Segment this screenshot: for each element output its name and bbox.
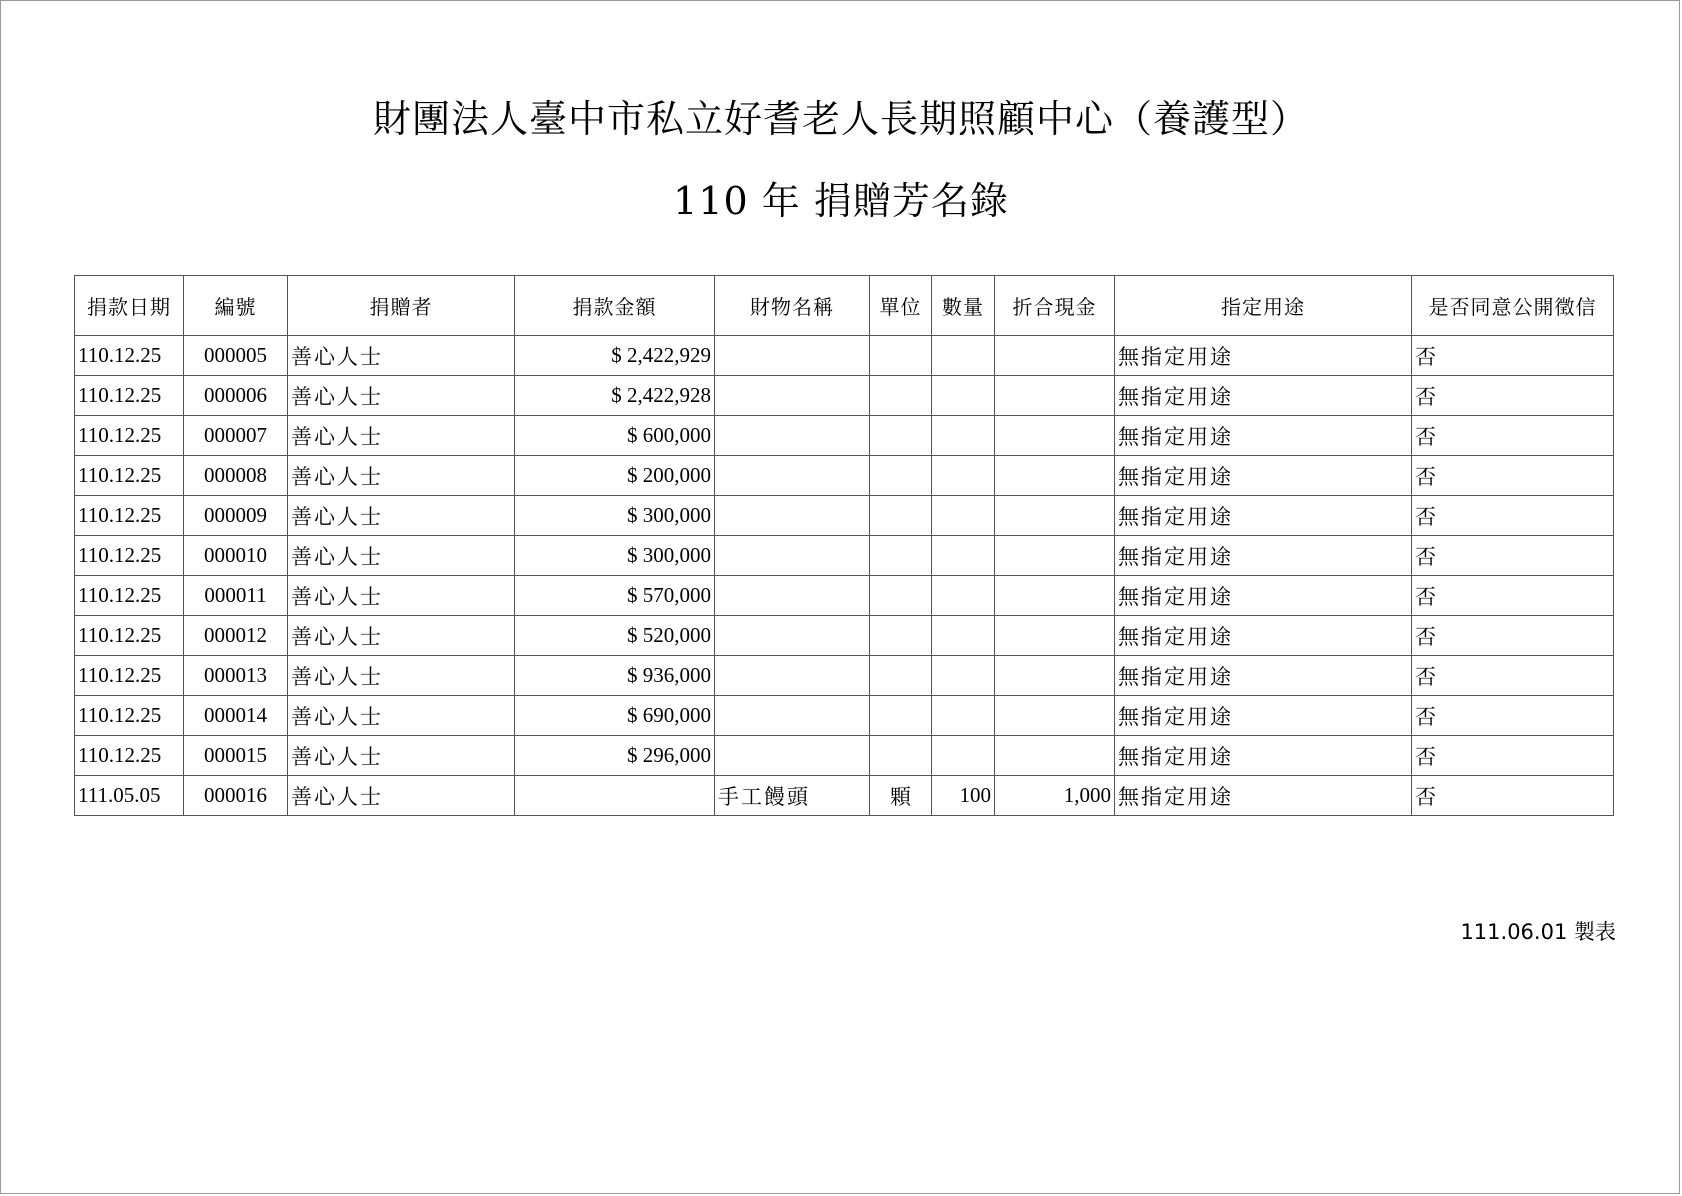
cell-donor: 善心人士 xyxy=(288,496,515,536)
cell-item-name xyxy=(715,496,870,536)
cell-quantity xyxy=(932,696,995,736)
cell-unit xyxy=(870,736,932,776)
table-header-row xyxy=(75,276,1614,336)
cell-public-consent: 否 xyxy=(1412,656,1614,696)
cell-number: 000011 xyxy=(184,576,288,616)
cell-quantity xyxy=(932,536,995,576)
cell-public-consent: 否 xyxy=(1412,576,1614,616)
cell-number: 000013 xyxy=(184,656,288,696)
cell-public-consent: 否 xyxy=(1412,456,1614,496)
cell-item-name xyxy=(715,376,870,416)
cell-item-name xyxy=(715,696,870,736)
cell-amount: $ 2,422,928 xyxy=(515,376,715,416)
cell-amount: $ 936,000 xyxy=(515,656,715,696)
cell-date: 110.12.25 xyxy=(75,736,184,776)
header-purpose: 指定用途 xyxy=(1115,276,1412,336)
cell-cash-equivalent xyxy=(995,416,1115,456)
cell-cash-equivalent xyxy=(995,696,1115,736)
header-cash-equivalent: 折合現金 xyxy=(995,276,1115,336)
cell-purpose: 無指定用途 xyxy=(1115,776,1412,816)
cell-purpose: 無指定用途 xyxy=(1115,416,1412,456)
cell-public-consent: 否 xyxy=(1412,336,1614,376)
cell-public-consent: 否 xyxy=(1412,536,1614,576)
cell-date: 110.12.25 xyxy=(75,376,184,416)
header-date: 捐款日期 xyxy=(75,276,184,336)
header-amount: 捐款金額 xyxy=(515,276,715,336)
table-body xyxy=(75,336,1614,816)
cell-amount: $ 300,000 xyxy=(515,536,715,576)
cell-purpose: 無指定用途 xyxy=(1115,456,1412,496)
cell-unit xyxy=(870,496,932,536)
cell-unit xyxy=(870,696,932,736)
cell-number: 000007 xyxy=(184,416,288,456)
table-row xyxy=(75,496,1614,536)
cell-quantity: 100 xyxy=(932,776,995,816)
cell-cash-equivalent xyxy=(995,656,1115,696)
cell-unit xyxy=(870,456,932,496)
cell-purpose: 無指定用途 xyxy=(1115,696,1412,736)
header-item-name: 財物名稱 xyxy=(715,276,870,336)
table-row xyxy=(75,616,1614,656)
cell-number: 000015 xyxy=(184,736,288,776)
cell-cash-equivalent xyxy=(995,496,1115,536)
cell-donor: 善心人士 xyxy=(288,536,515,576)
cell-purpose: 無指定用途 xyxy=(1115,496,1412,536)
cell-public-consent: 否 xyxy=(1412,776,1614,816)
cell-public-consent: 否 xyxy=(1412,696,1614,736)
cell-quantity xyxy=(932,616,995,656)
cell-date: 110.12.25 xyxy=(75,616,184,656)
cell-cash-equivalent xyxy=(995,536,1115,576)
cell-unit xyxy=(870,656,932,696)
table-row xyxy=(75,696,1614,736)
cell-number: 000005 xyxy=(184,336,288,376)
cell-number: 000010 xyxy=(184,536,288,576)
cell-date: 110.12.25 xyxy=(75,696,184,736)
cell-unit xyxy=(870,616,932,656)
header-donor: 捐贈者 xyxy=(288,276,515,336)
cell-item-name xyxy=(715,656,870,696)
header-unit: 單位 xyxy=(870,276,932,336)
cell-donor: 善心人士 xyxy=(288,416,515,456)
cell-donor: 善心人士 xyxy=(288,656,515,696)
cell-donor: 善心人士 xyxy=(288,616,515,656)
cell-quantity xyxy=(932,416,995,456)
cell-quantity xyxy=(932,376,995,416)
footer-note: 111.06.01 製表 xyxy=(1460,920,1616,944)
cell-public-consent: 否 xyxy=(1412,496,1614,536)
cell-amount: $ 200,000 xyxy=(515,456,715,496)
cell-donor: 善心人士 xyxy=(288,776,515,816)
cell-purpose: 無指定用途 xyxy=(1115,336,1412,376)
cell-cash-equivalent xyxy=(995,456,1115,496)
cell-unit xyxy=(870,416,932,456)
cell-date: 110.12.25 xyxy=(75,576,184,616)
header-quantity: 數量 xyxy=(932,276,995,336)
cell-quantity xyxy=(932,736,995,776)
table-row xyxy=(75,336,1614,376)
cell-number: 000009 xyxy=(184,496,288,536)
header-number: 編號 xyxy=(184,276,288,336)
cell-purpose: 無指定用途 xyxy=(1115,536,1412,576)
cell-item-name xyxy=(715,736,870,776)
cell-cash-equivalent xyxy=(995,336,1115,376)
cell-quantity xyxy=(932,456,995,496)
cell-public-consent: 否 xyxy=(1412,376,1614,416)
table-row xyxy=(75,656,1614,696)
table-row xyxy=(75,376,1614,416)
cell-date: 110.12.25 xyxy=(75,656,184,696)
cell-amount: $ 2,422,929 xyxy=(515,336,715,376)
cell-amount: $ 690,000 xyxy=(515,696,715,736)
cell-amount: $ 296,000 xyxy=(515,736,715,776)
cell-date: 111.05.05 xyxy=(75,776,184,816)
cell-item-name xyxy=(715,456,870,496)
cell-date: 110.12.25 xyxy=(75,416,184,456)
cell-amount: $ 520,000 xyxy=(515,616,715,656)
cell-cash-equivalent xyxy=(995,616,1115,656)
table-row xyxy=(75,536,1614,576)
cell-item-name: 手工饅頭 xyxy=(715,776,870,816)
table-row xyxy=(75,736,1614,776)
cell-donor: 善心人士 xyxy=(288,576,515,616)
cell-item-name xyxy=(715,336,870,376)
cell-amount: $ 600,000 xyxy=(515,416,715,456)
cell-cash-equivalent xyxy=(995,576,1115,616)
cell-item-name xyxy=(715,616,870,656)
cell-number: 000014 xyxy=(184,696,288,736)
document-subtitle: 110 年 捐贈芳名錄 xyxy=(673,179,1009,223)
table-row xyxy=(75,576,1614,616)
donation-table xyxy=(74,275,1614,816)
document-title: 財團法人臺中市私立好耆老人長期照顧中心（養護型） xyxy=(372,97,1309,141)
table-row xyxy=(75,776,1614,816)
cell-amount xyxy=(515,776,715,816)
cell-donor: 善心人士 xyxy=(288,696,515,736)
cell-item-name xyxy=(715,576,870,616)
cell-donor: 善心人士 xyxy=(288,376,515,416)
cell-number: 000006 xyxy=(184,376,288,416)
cell-amount: $ 300,000 xyxy=(515,496,715,536)
cell-number: 000012 xyxy=(184,616,288,656)
table-row xyxy=(75,416,1614,456)
cell-item-name xyxy=(715,416,870,456)
cell-cash-equivalent xyxy=(995,736,1115,776)
cell-donor: 善心人士 xyxy=(288,336,515,376)
cell-purpose: 無指定用途 xyxy=(1115,616,1412,656)
cell-quantity xyxy=(932,336,995,376)
cell-public-consent: 否 xyxy=(1412,416,1614,456)
cell-donor: 善心人士 xyxy=(288,736,515,776)
cell-cash-equivalent xyxy=(995,376,1115,416)
cell-quantity xyxy=(932,656,995,696)
cell-unit xyxy=(870,536,932,576)
cell-public-consent: 否 xyxy=(1412,736,1614,776)
cell-item-name xyxy=(715,536,870,576)
header-public-consent: 是否同意公開徵信 xyxy=(1412,276,1614,336)
cell-number: 000016 xyxy=(184,776,288,816)
cell-amount: $ 570,000 xyxy=(515,576,715,616)
cell-number: 000008 xyxy=(184,456,288,496)
cell-quantity xyxy=(932,496,995,536)
cell-purpose: 無指定用途 xyxy=(1115,656,1412,696)
cell-purpose: 無指定用途 xyxy=(1115,736,1412,776)
cell-public-consent: 否 xyxy=(1412,616,1614,656)
cell-date: 110.12.25 xyxy=(75,536,184,576)
cell-unit xyxy=(870,376,932,416)
cell-purpose: 無指定用途 xyxy=(1115,576,1412,616)
cell-donor: 善心人士 xyxy=(288,456,515,496)
cell-date: 110.12.25 xyxy=(75,456,184,496)
cell-date: 110.12.25 xyxy=(75,496,184,536)
cell-unit xyxy=(870,576,932,616)
cell-quantity xyxy=(932,576,995,616)
cell-unit: 顆 xyxy=(870,776,932,816)
cell-date: 110.12.25 xyxy=(75,336,184,376)
table-row xyxy=(75,456,1614,496)
cell-unit xyxy=(870,336,932,376)
cell-cash-equivalent: 1,000 xyxy=(995,776,1115,816)
cell-purpose: 無指定用途 xyxy=(1115,376,1412,416)
